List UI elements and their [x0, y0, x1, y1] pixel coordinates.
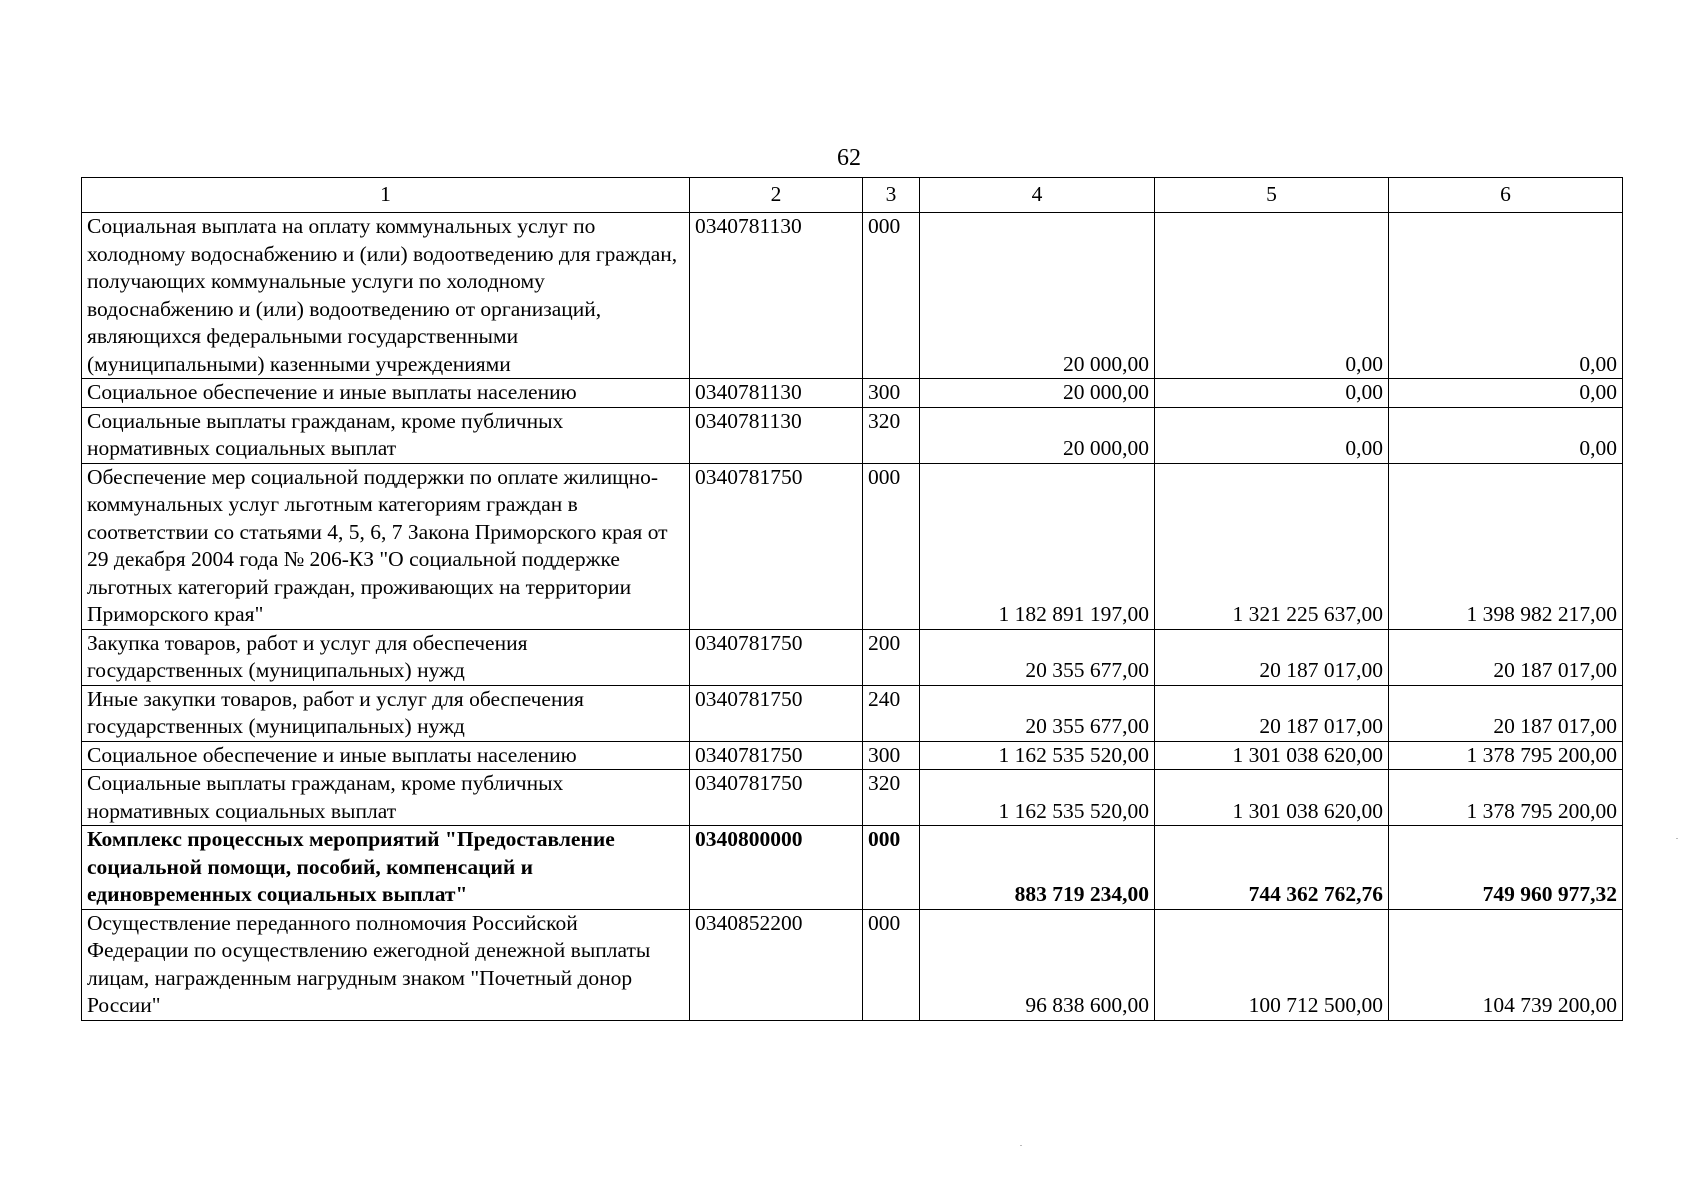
row-kind: 320 [863, 407, 920, 463]
table-row [82, 407, 1623, 463]
row-code: 0340781750 [690, 770, 863, 826]
row-value-5: 20 187 017,00 [1155, 629, 1389, 685]
row-name: Иные закупки товаров, работ и услуг для обеспечения государственных (муниципальных) нужд [82, 685, 690, 741]
table-row [82, 629, 1623, 685]
row-code: 0340781750 [690, 741, 863, 770]
budget-table [81, 177, 1623, 1021]
row-value-4: 1 162 535 520,00 [920, 770, 1155, 826]
row-value-4: 20 355 677,00 [920, 685, 1155, 741]
row-value-5: 100 712 500,00 [1155, 909, 1389, 1020]
row-value-5: 1 301 038 620,00 [1155, 770, 1389, 826]
row-kind: 300 [863, 379, 920, 408]
row-value-6: 0,00 [1389, 213, 1623, 379]
row-code: 0340781750 [690, 463, 863, 629]
row-name: Комплекс процессных мероприятий "Предоставление социальной помощи, пособий, компенсаций и единовременных социальных выплат" [82, 826, 690, 910]
header-cell: 6 [1389, 178, 1623, 213]
row-name: Осуществление переданного полномочия Российской Федерации по осуществлению ежегодной денежной выплаты лицам, награжденным нагрудным знаком "Почетный донор России" [82, 909, 690, 1020]
row-value-5: 0,00 [1155, 379, 1389, 408]
row-name: Социальное обеспечение и иные выплаты населению [82, 379, 690, 408]
row-kind: 300 [863, 741, 920, 770]
header-cell: 5 [1155, 178, 1389, 213]
header-cell: 4 [920, 178, 1155, 213]
table-row [82, 909, 1623, 1020]
row-code: 0340781130 [690, 213, 863, 379]
row-value-6: 1 378 795 200,00 [1389, 741, 1623, 770]
row-code: 0340781750 [690, 685, 863, 741]
row-value-4: 1 162 535 520,00 [920, 741, 1155, 770]
table-row [82, 213, 1623, 379]
row-name: Обеспечение мер социальной поддержки по оплате жилищно-коммунальных услуг льготным категориям граждан в соответствии со статьями 4, 5, 6, 7 Закона Приморского края от 29 декабря 2004 года № 206-КЗ "О социальной поддержке льготных категорий граждан, проживающих на территории Приморского края" [82, 463, 690, 629]
row-name: Социальная выплата на оплату коммунальных услуг по холодному водоснабжению и (или) водоотведению для граждан, получающих коммунальные услуги по холодному водоснабжению и (или) водоотведению от организаций, являющихся федеральными государственными (муниципальными) казенными учреждениями [82, 213, 690, 379]
row-value-4: 20 000,00 [920, 407, 1155, 463]
row-value-4: 20 355 677,00 [920, 629, 1155, 685]
row-value-4: 96 838 600,00 [920, 909, 1155, 1020]
row-value-6: 749 960 977,32 [1389, 826, 1623, 910]
row-kind: 000 [863, 909, 920, 1020]
row-value-6: 104 739 200,00 [1389, 909, 1623, 1020]
row-kind: 000 [863, 463, 920, 629]
row-value-4: 20 000,00 [920, 379, 1155, 408]
header-cell: 3 [863, 178, 920, 213]
row-value-5: 1 321 225 637,00 [1155, 463, 1389, 629]
row-kind: 000 [863, 826, 920, 910]
row-code: 0340781130 [690, 407, 863, 463]
row-value-6: 1 378 795 200,00 [1389, 770, 1623, 826]
header-cell: 1 [82, 178, 690, 213]
row-name: Закупка товаров, работ и услуг для обеспечения государственных (муниципальных) нужд [82, 629, 690, 685]
header-cell: 2 [690, 178, 863, 213]
row-value-4: 1 182 891 197,00 [920, 463, 1155, 629]
row-code: 0340852200 [690, 909, 863, 1020]
row-name: Социальные выплаты гражданам, кроме публичных нормативных социальных выплат [82, 770, 690, 826]
row-code: 0340781750 [690, 629, 863, 685]
row-kind: 240 [863, 685, 920, 741]
header-row [82, 178, 1623, 213]
row-value-6: 0,00 [1389, 407, 1623, 463]
row-code: 0340800000 [690, 826, 863, 910]
row-kind: 200 [863, 629, 920, 685]
row-name: Социальное обеспечение и иные выплаты населению [82, 741, 690, 770]
scan-speck [1020, 1145, 1022, 1146]
row-value-6: 1 398 982 217,00 [1389, 463, 1623, 629]
row-name: Социальные выплаты гражданам, кроме публичных нормативных социальных выплат [82, 407, 690, 463]
page-number: 62 [837, 145, 861, 171]
row-value-5: 1 301 038 620,00 [1155, 741, 1389, 770]
row-value-5: 0,00 [1155, 213, 1389, 379]
table-row [82, 741, 1623, 770]
row-value-6: 0,00 [1389, 379, 1623, 408]
row-kind: 000 [863, 213, 920, 379]
row-value-5: 0,00 [1155, 407, 1389, 463]
table-row [82, 379, 1623, 408]
table-row [82, 826, 1623, 910]
row-value-4: 883 719 234,00 [920, 826, 1155, 910]
row-value-6: 20 187 017,00 [1389, 629, 1623, 685]
table-row [82, 770, 1623, 826]
scan-speck [1676, 838, 1678, 839]
table-row [82, 685, 1623, 741]
row-value-5: 20 187 017,00 [1155, 685, 1389, 741]
row-value-6: 20 187 017,00 [1389, 685, 1623, 741]
row-kind: 320 [863, 770, 920, 826]
row-code: 0340781130 [690, 379, 863, 408]
table-row [82, 463, 1623, 629]
row-value-5: 744 362 762,76 [1155, 826, 1389, 910]
row-value-4: 20 000,00 [920, 213, 1155, 379]
